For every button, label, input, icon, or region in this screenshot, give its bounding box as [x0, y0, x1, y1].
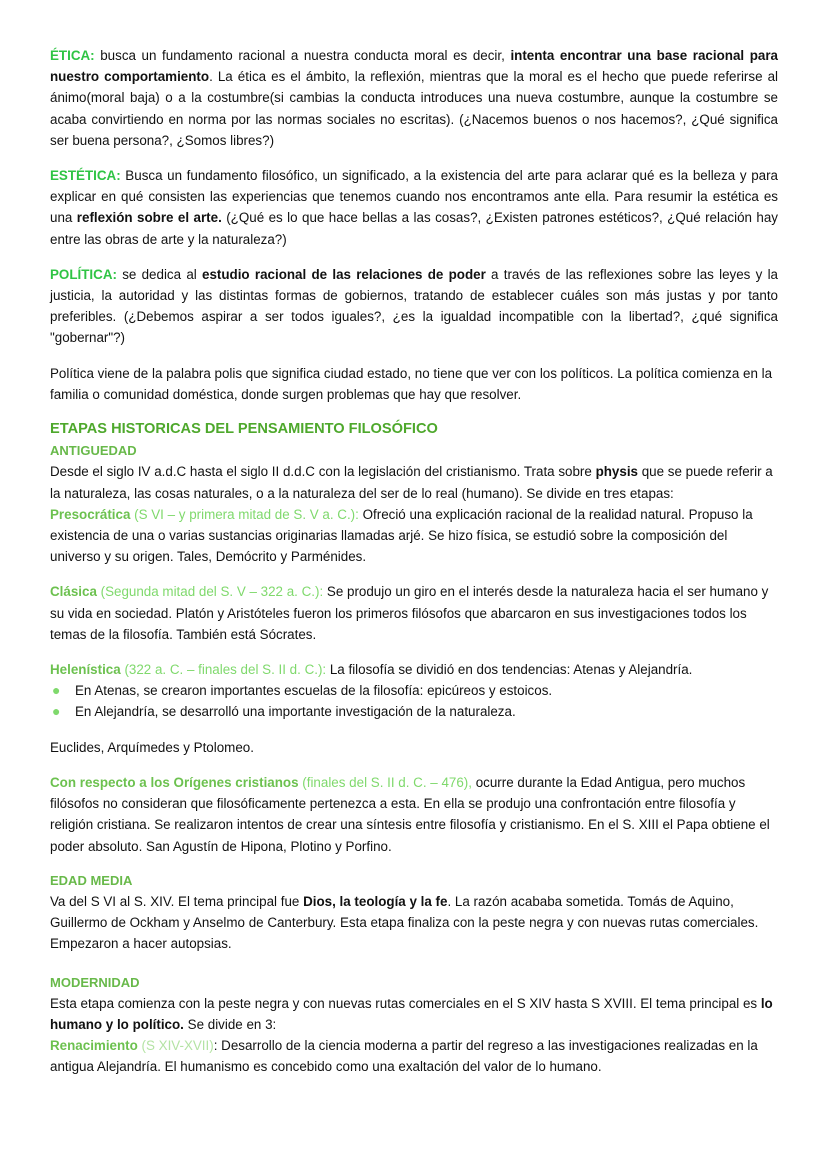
presocratica-text: Ofreció una explicación racional de la realidad natural. Propuso la existencia de una o varias sustancias originarias llamadas arjé. Se hizo física, se estudió sobre la composición del universo y su origen. Tales, Demócrito y Parménides. [50, 506, 753, 565]
clasica-dates: (Segunda mitad del S. V – 322 a. C.): [96, 584, 324, 600]
modernidad-text-1: Esta etapa comienza con la peste negra y con nuevas rutas comerciales en el S XIV hasta S XVIII. El tema principal es [50, 995, 761, 1011]
politica-bold: estudio racional de las relaciones de poder [202, 266, 486, 282]
estetica-bold: reflexión sobre el arte. [76, 210, 222, 226]
estetica-paragraph [50, 165, 778, 250]
bullet-icon: ● [52, 682, 61, 699]
bullet-icon: ● [52, 703, 61, 720]
list-item [50, 680, 778, 701]
modernidad-text-2: Se divide en 3: [183, 1016, 277, 1032]
etica-text-1: busca un fundamento racional a nuestra conducta moral es decir, [94, 48, 511, 63]
helenistica-label: Helenística [50, 662, 121, 678]
list-item [50, 701, 778, 722]
cristianos-label: Con respecto a los Orígenes cristianos [50, 774, 299, 790]
edad-media-heading: EDAD MEDIA [50, 872, 133, 888]
edad-media-paragraph [50, 891, 778, 955]
politica-label: POLÍTICA: [50, 266, 117, 282]
renacimiento-text: : Desarrollo de la ciencia moderna a partir del regreso a las investigaciones realizadas en la antigua Alejandría. El humanismo es concebido como una exaltación del valor de lo humano. [50, 1038, 758, 1075]
etica-bold: intenta encontrar una base racional para nuestro comportamiento [50, 48, 778, 85]
edad-media-bold: Dios, la teología y la fe [303, 893, 448, 909]
cristianos-dates: (finales del S. II d. C. – 476), [298, 774, 472, 790]
modernidad-bold: lo humano y lo político. [50, 995, 773, 1032]
renacimiento-paragraph [50, 1035, 778, 1077]
cristianos-text: ocurre durante la Edad Antigua, pero muchos filósofos no consideran que filosóficamente pertenezca a esta. En ella se produjo una confrontación entre filosofía y religión cristiana. Se realizaron intentos de crear una síntesis entre filosofía y cristianismo. En el S. XIII el Papa obtiene el poder absoluto. San Agustín de Hipona, Plotino y Porfino. [50, 774, 770, 854]
etapas-heading: ETAPAS HISTORICAS DEL PENSAMIENTO FILOSÓFICO [50, 421, 438, 438]
helenistica-dates: (322 a. C. – finales del S. II d. C.): [120, 662, 327, 678]
etica-paragraph [50, 45, 778, 151]
estetica-label: ESTÉTICA: [50, 168, 121, 184]
edad-media-text-1: Va del S VI al S. XIV. El tema principal fue [50, 893, 304, 909]
presocratica-dates: (S VI – y primera mitad de S. V a. C.): [130, 506, 359, 522]
clasica-text: Se produjo un giro en el interés desde la naturaleza hacia el ser humano y su vida en sociedad. Platón y Aristóteles fueron los primeros filósofos que abarcaron en sus investigaciones todos los temas de la filosofía. También está Sócrates. [50, 584, 769, 642]
etica-text-2: . La ética es el ámbito, la reflexión, mientras que la moral es el hecho que puede referirse al ánimo(moral baja) o a la costumbre(si cambias la conducta introduces una nueva costumbre, aunque la costumbre se acaba convirtiendo en norma por las normas sociales no escritas). (¿Nacemos buenos o nos hacemos?, ¿Qué significa ser buena persona?, ¿Somos libres?) [50, 69, 778, 148]
etica-label: ÉTICA: [50, 48, 95, 63]
estetica-text-2: (¿Qué es lo que hace bellas a las cosas?, ¿Existen patrones estéticos?, ¿Qué relación hay entre las obras de arte y la naturaleza?) [50, 210, 779, 247]
helenistica-bullet-alejandria: En Alejandría, se desarrolló una importante investigación de la naturaleza. [75, 704, 516, 720]
helenistica-bullet-atenas: En Atenas, se crearon importantes escuelas de la filosofía: epicúreos y estoicos. [75, 683, 553, 699]
politica-extra-paragraph: Política viene de la palabra polis que significa ciudad estado, no tiene que ver con los políticos. La política comienza en la familia o comunidad doméstica, donde surgen problemas que hay que resolver. [50, 365, 773, 402]
renacimiento-dates: (S XIV-XVII) [137, 1038, 214, 1054]
antiguedad-intro [50, 461, 778, 503]
modernidad-heading: MODERNIDAD [50, 974, 140, 990]
cristianos-paragraph [50, 772, 778, 857]
antiguedad-bold: physis [595, 464, 638, 480]
estetica-text-1: Busca un fundamento filosófico, un significado, a la existencia del arte para aclarar qué es la belleza y para explicar en qué consisten las experiencias que tenemos cuando nos encontramos ante ella. Para resumir la estética es una [50, 168, 778, 226]
politica-paragraph [50, 264, 778, 349]
renacimiento-label: Renacimiento [50, 1038, 138, 1054]
modernidad-paragraph [50, 993, 778, 1035]
politica-text-2: a través de las reflexiones sobre las leyes y la justicia, la autoridad y las distintas formas de gobiernos, tratando de establecer cuáles son más justas y por tanto preferibles. (¿Debemos aspirar a ser todos iguales?, ¿es la igualdad incompatible con la libertad?, ¿qué significa "gobernar"?) [50, 266, 779, 346]
antiguedad-text-2: que se puede referir a la naturaleza, las cosas naturales, o a la naturaleza del ser de lo real (humano). Se divide en tres etapas: [50, 464, 773, 501]
edad-media-text-2: . La razón acababa sometida. Tomás de Aquino, Guillermo de Ockham y Anselmo de Canterbury. Esta etapa finaliza con la peste negra y con nuevas rutas comerciales. Empezaron a hacer autopsias. [50, 893, 759, 952]
clasica-paragraph [50, 581, 778, 645]
document-body [50, 45, 778, 1078]
antiguedad-text-1: Desde el siglo IV a.d.C hasta el siglo II d.d.C con la legislación del cristianismo. Trata sobre [50, 464, 596, 480]
helenistica-text: La filosofía se dividió en dos tendencias: Atenas y Alejandría. [326, 662, 693, 678]
presocratica-paragraph [50, 504, 778, 568]
politica-text-1: se dedica al [116, 266, 202, 282]
presocratica-label: Presocrática [50, 506, 131, 522]
clasica-label: Clásica [50, 584, 97, 600]
antiguedad-heading: ANTIGUEDAD [50, 443, 137, 459]
helenistica-paragraph [50, 659, 778, 680]
helenistica-after: Euclides, Arquímedes y Ptolomeo. [50, 739, 254, 755]
